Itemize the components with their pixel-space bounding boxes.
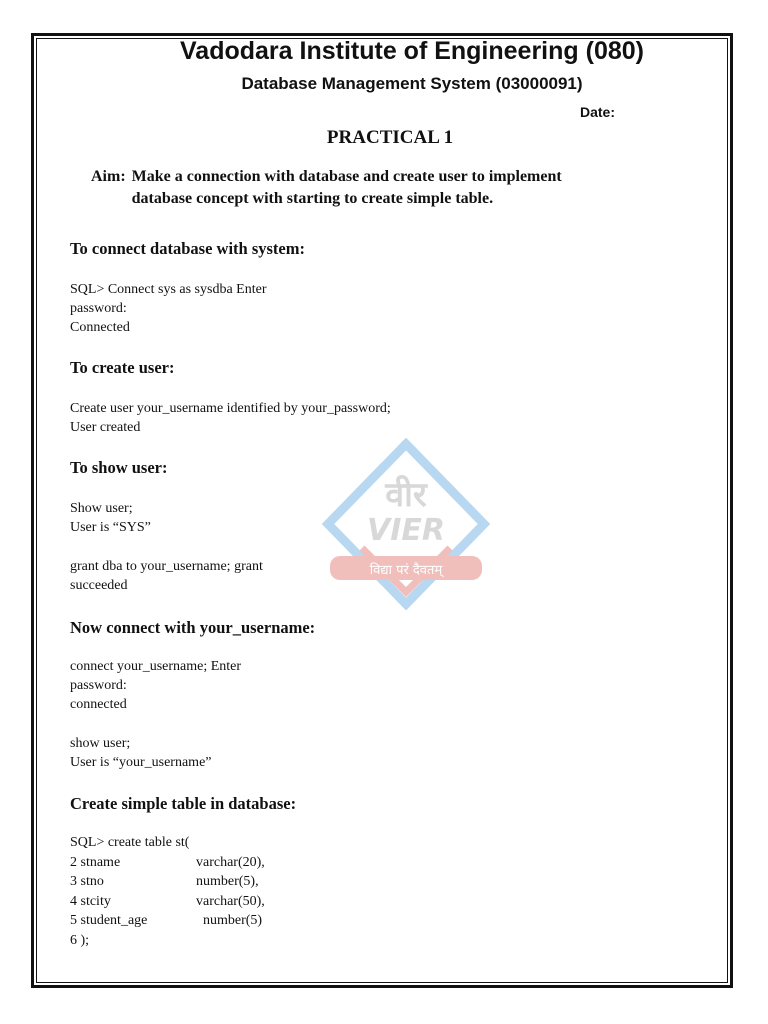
column-type: number(5) (196, 913, 263, 928)
code-line: password: (70, 301, 127, 316)
column-name: 4 stcity (70, 893, 111, 909)
code-line: SQL> create table st( (70, 835, 190, 850)
code-block-create-user (70, 399, 391, 437)
section-heading-create-user: To create user: (70, 358, 175, 377)
code-line: connect your_username; Enter (70, 659, 242, 674)
aim-label: Aim: (91, 168, 126, 185)
code-block-grant (70, 557, 263, 595)
logo-main-text: VIER (367, 513, 445, 548)
code-line: connected (70, 697, 127, 712)
vier-logo-watermark (322, 438, 490, 618)
column-name: 3 stno (70, 874, 104, 889)
aim-block (91, 166, 591, 210)
code-line: succeeded (70, 578, 128, 593)
table-column-row (70, 892, 265, 912)
code-line: Create user your_username identified by your_password; (70, 401, 391, 416)
code-line: User is “SYS” (70, 520, 151, 535)
code-line: Connected (70, 320, 130, 335)
column-name: 5 student_age (70, 913, 148, 928)
code-line: SQL> Connect sys as sysdba Enter (70, 282, 267, 297)
date-label: Date: (580, 104, 616, 120)
code-block-connect-user (70, 657, 241, 714)
table-column-row (70, 853, 265, 873)
code-block-connect (70, 280, 267, 337)
logo-ribbon-text: विद्या परं दैवतम् (369, 563, 443, 578)
course-title: Database Management System (03000091) (241, 74, 583, 93)
logo-top-text: वीर (385, 475, 427, 515)
practical-title: PRACTICAL 1 (326, 127, 454, 148)
column-type: varchar(50), (196, 893, 265, 909)
code-line: User is “your_username” (70, 755, 212, 770)
code-block-create-table (70, 833, 265, 950)
table-column-row (70, 911, 265, 931)
code-block-show-user (70, 499, 151, 537)
section-heading-show-user: To show user: (70, 458, 168, 477)
code-line: Show user; (70, 501, 133, 516)
table-column-row (70, 872, 265, 892)
code-block-show-user-2 (70, 734, 212, 772)
institute-title: Vadodara Institute of Engineering (080) (180, 37, 644, 65)
section-heading-connect-user: Now connect with your_username: (70, 618, 316, 637)
code-line: password: (70, 678, 127, 693)
aim-text: Make a connection with database and create user to implement database concept with starting to create simple table. (131, 168, 562, 207)
section-heading-create-table: Create simple table in database: (70, 794, 297, 813)
code-line: grant dba to your_username; grant (70, 559, 263, 574)
column-type: number(5), (196, 874, 259, 889)
section-heading-connect: To connect database with system: (70, 239, 305, 258)
code-line: 6 ); (70, 932, 90, 948)
column-type: varchar(20), (196, 854, 265, 870)
column-name: 2 stname (70, 854, 121, 870)
code-line: User created (70, 420, 141, 435)
code-line: show user; (70, 736, 131, 751)
